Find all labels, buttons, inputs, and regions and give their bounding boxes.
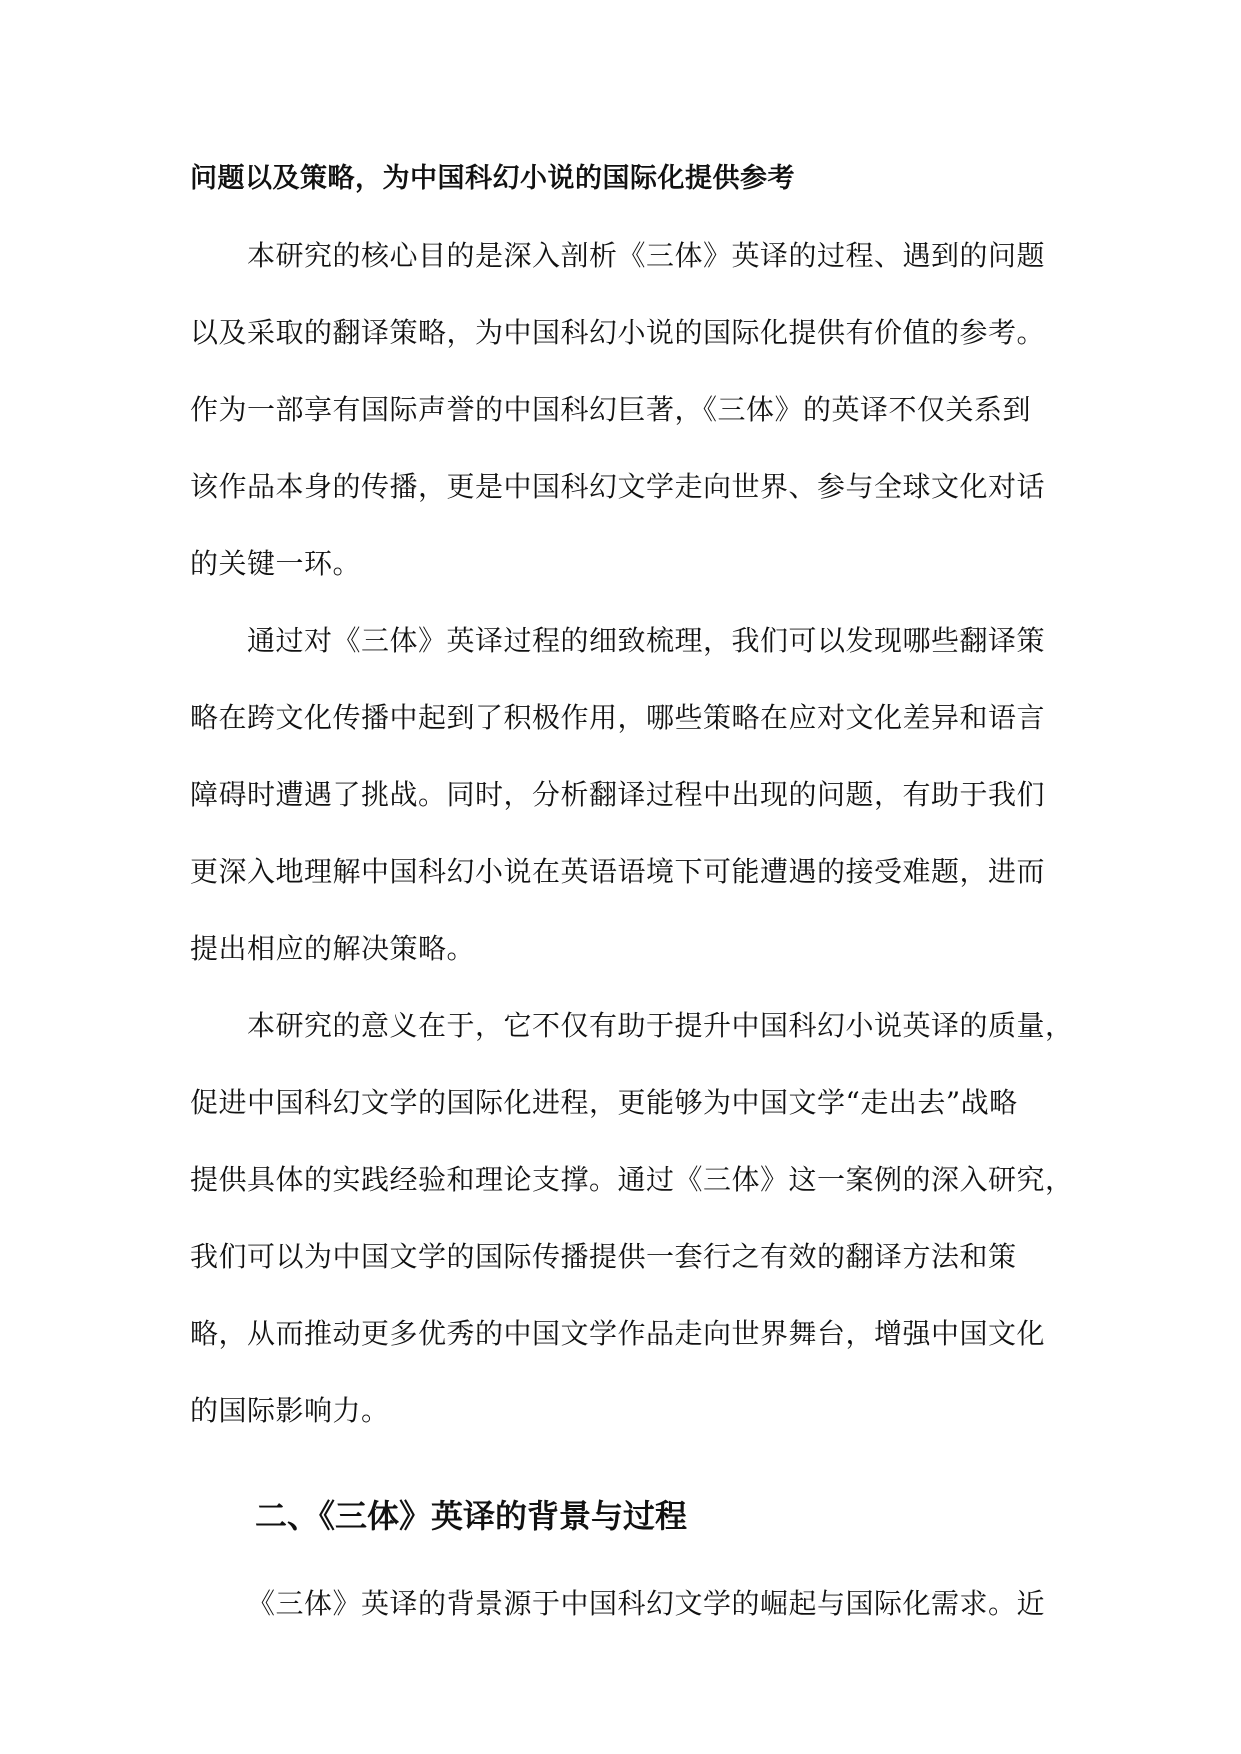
paragraph-line: 作为一部享有国际声誉的中国科幻巨著，《三体》的英译不仅关系到 <box>190 393 1032 426</box>
document-body <box>190 140 1074 1642</box>
paragraph-line: 的关键一环。 <box>190 547 362 580</box>
paragraph-line: 本研究的意义在于，它不仅有助于提升中国科幻小说英译的质量， <box>247 1009 1074 1042</box>
paragraph-line: 更深入地理解中国科幻小说在英语语境下可能遭遇的接受难题，进而 <box>190 855 1046 888</box>
paragraph-line: 提出相应的解决策略。 <box>190 932 476 965</box>
paragraph-line: 以及采取的翻译策略，为中国科幻小说的国际化提供有价值的参考。 <box>190 316 1046 349</box>
paragraph-3 <box>190 987 1074 1449</box>
paragraph-line: 提供具体的实践经验和理论支撑。通过《三体》这一案例的深入研究， <box>190 1163 1074 1196</box>
lead-line: 问题以及策略，为中国科幻小说的国际化提供参考 <box>190 163 795 194</box>
section-first-line: 《三体》英译的背景源于中国科幻文学的崛起与国际化需求。近 <box>247 1587 1046 1620</box>
paragraph-line: 略，从而推动更多优秀的中国文学作品走向世界舞台，增强中国文化 <box>190 1317 1046 1350</box>
paragraph-1 <box>190 217 1060 602</box>
paragraph-2 <box>190 602 1060 987</box>
paragraph-line: 我们可以为中国文学的国际传播提供一套行之有效的翻译方法和策 <box>190 1240 1017 1273</box>
paragraph-line: 该作品本身的传播，更是中国科幻文学走向世界、参与全球文化对话 <box>190 470 1046 503</box>
paragraph-line: 促进中国科幻文学的国际化进程，更能够为中国文学“走出去”战略 <box>190 1086 1018 1119</box>
paragraph-line: 略在跨文化传播中起到了积极作用，哪些策略在应对文化差异和语言 <box>190 701 1046 734</box>
paragraph-line: 本研究的核心目的是深入剖析《三体》英译的过程、遇到的问题 <box>247 239 1046 272</box>
paragraph-line: 的国际影响力。 <box>190 1394 390 1427</box>
section-heading: 二、《三体》英译的背景与过程 <box>255 1497 688 1535</box>
paragraph-line: 通过对《三体》英译过程的细致梳理，我们可以发现哪些翻译策 <box>247 624 1046 657</box>
paragraph-line: 障碍时遭遇了挑战。同时，分析翻译过程中出现的问题，有助于我们 <box>190 778 1046 811</box>
